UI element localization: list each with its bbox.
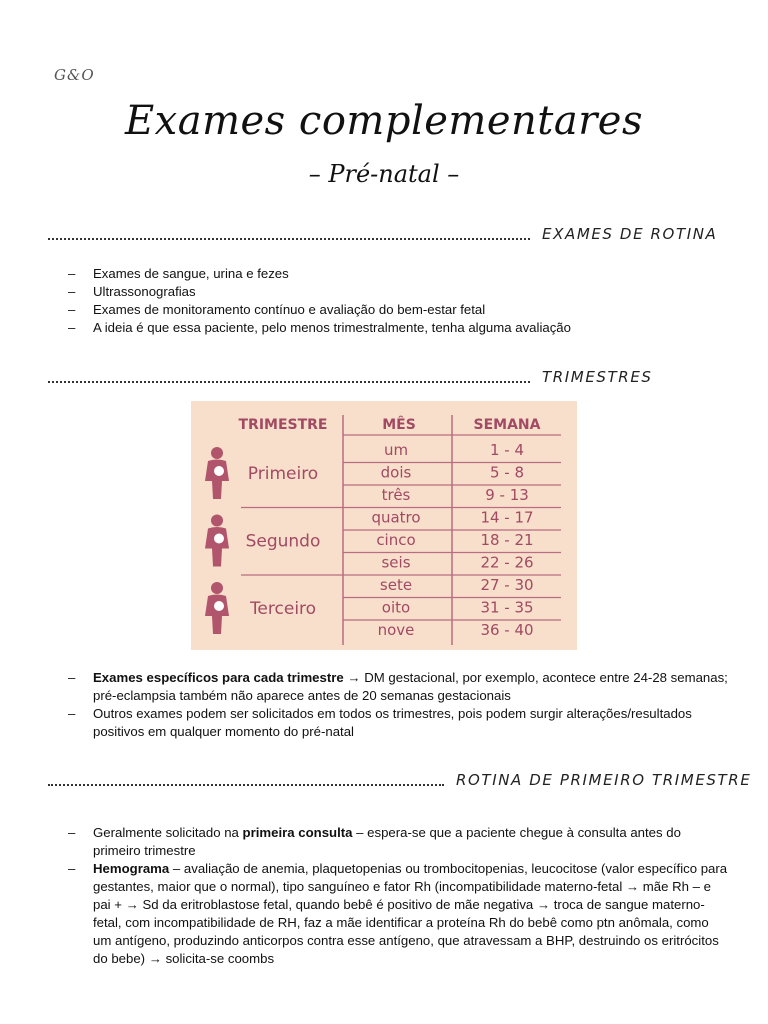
page-title: Exames complementares: [124, 98, 644, 144]
section-label-trimestres: TRIMESTRES: [542, 368, 653, 386]
month-cell: quatro: [371, 508, 421, 527]
section-label-rotina: EXAMES DE ROTINA: [542, 225, 718, 243]
list-item: [68, 669, 728, 705]
pregnant-woman-icon: [211, 447, 223, 459]
week-cell: 14 - 17: [480, 508, 534, 527]
list-item: – Ultrassonografias: [68, 283, 728, 301]
pregnant-woman-icon: [211, 582, 223, 594]
heart-icon: [214, 601, 224, 611]
week-cell: 18 - 21: [480, 531, 534, 549]
month-cell: dois: [380, 463, 412, 482]
month-cell: três: [381, 486, 411, 504]
list-item: – Exames de monitoramento contínuo e avaliação do bem-estar fetal: [68, 301, 728, 319]
section-label-primeiro-trimestre: ROTINA DE PRIMEIRO TRIMESTRE: [456, 771, 752, 789]
list-item: – Exames de sangue, urina e fezes: [68, 265, 728, 283]
dotted-leader: [48, 381, 530, 383]
week-cell: 27 - 30: [480, 576, 534, 594]
list-item-text: Outros exames podem ser solicitados em todos os trimestres, pois podem surgir alterações/resultados positivos em qualquer momento do pré-natal: [93, 706, 692, 739]
pregnant-woman-icon: [211, 515, 223, 527]
list-item-text: → DM gestacional, por exemplo, acontece entre 24-28 semanas; pré-eclampsia também não aparece antes de 20 semanas gestacionais: [93, 670, 728, 703]
table-header: TRIMESTRE: [238, 417, 328, 433]
list-item: [68, 824, 728, 860]
month-cell: um: [383, 441, 409, 459]
section-header-rotina: [48, 224, 717, 244]
trimester-table-image: [191, 401, 577, 650]
month-cell: seis: [381, 553, 411, 572]
list-trimestres: [68, 669, 728, 741]
dotted-leader: [48, 238, 530, 240]
trimester-name: Terceiro: [249, 598, 317, 619]
week-cell: 31 - 35: [480, 598, 534, 617]
list-item-text: Geralmente solicitado na: [93, 825, 243, 840]
heart-icon: [214, 466, 224, 476]
list-item: [68, 705, 728, 741]
trimester-name: Primeiro: [247, 463, 319, 484]
week-cell: 9 - 13: [485, 486, 529, 504]
section-header-primeiro-trimestre: [48, 770, 751, 790]
month-cell: nove: [377, 621, 415, 639]
heart-icon: [214, 534, 224, 544]
table-header: SEMANA: [473, 417, 541, 433]
list-item: [68, 860, 728, 968]
list-primeiro-trimestre: [68, 824, 728, 968]
page-subtitle: – Pré-natal –: [308, 160, 460, 188]
trimester-table: [191, 401, 577, 650]
list-item: – A ideia é que essa paciente, pelo menos trimestralmente, tenha alguma avaliação: [68, 319, 728, 337]
month-cell: cinco: [376, 531, 416, 549]
week-cell: 36 - 40: [480, 621, 534, 639]
dotted-leader: [48, 784, 444, 786]
logo: G&O: [54, 66, 95, 84]
week-cell: 5 - 8: [489, 463, 525, 482]
week-cell: 1 - 4: [489, 441, 525, 459]
bold-text: primeira consulta: [242, 825, 353, 840]
month-cell: oito: [381, 598, 411, 617]
list-rotina: [68, 265, 728, 337]
table-header: MÊS: [382, 417, 416, 433]
week-cell: 22 - 26: [480, 553, 534, 572]
list-item-text: – espera-se que a paciente chegue à consulta antes do primeiro trimestre: [93, 825, 681, 858]
month-cell: sete: [379, 576, 413, 594]
list-item-text: – avaliação de anemia, plaquetopenias ou trombocitopenias, leucocitose (valor específico para gestantes, maior que o normal), tipo sanguíneo e fator Rh (incompatibilidade materno-fetal → mãe Rh – e pai + → Sd da eritroblastose fetal, quando bebê é positivo de mãe negativa → troca de sangue materno-fetal, com incompatibilidade de RH, faz a mãe identificar a proteína Rh do bebê como ptn anômala, como um antígeno, produzindo anticorpos contra esse antígeno, que atravessam a BHP, destruindo os eritrócitos do bebe) → solicita-se coombs: [93, 861, 728, 966]
bold-text: Hemograma: [93, 861, 170, 876]
section-header-trimestres: [48, 367, 653, 387]
bold-text: Exames específicos para cada trimestre: [93, 670, 344, 685]
trimester-name: Segundo: [245, 531, 321, 552]
